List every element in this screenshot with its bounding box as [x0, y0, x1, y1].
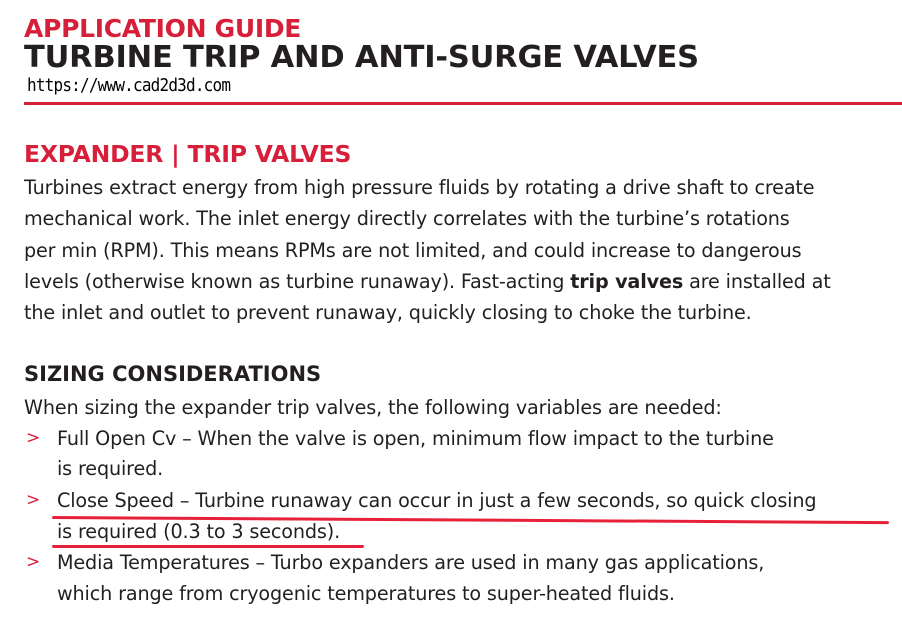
watermark-url: https://www.cad2d3d.com: [27, 74, 231, 96]
page-title: TURBINE TRIP AND ANTI-SURGE VALVES: [24, 40, 699, 75]
paragraph-line: [24, 270, 831, 293]
bullet-line: is required (0.3 to 3 seconds).: [57, 520, 341, 543]
highlight-underline: [52, 545, 364, 548]
paragraph-line: the inlet and outlet to prevent runaway, quickly closing to choke the turbine.: [24, 301, 752, 324]
paragraph-line: mechanical work. The inlet energy directly correlates with the turbine’s rotations: [24, 207, 790, 230]
bullet-line: Close Speed – Turbine runaway can occur in just a few seconds, so quick closing: [57, 489, 817, 512]
bullet-line: Full Open Cv – When the valve is open, minimum flow impact to the turbine: [57, 427, 774, 450]
bullet-line: Media Temperatures – Turbo expanders are used in many gas applications,: [57, 551, 765, 574]
sizing-intro: When sizing the expander trip valves, the following variables are needed:: [24, 396, 722, 419]
guide-label: APPLICATION GUIDE: [24, 14, 302, 43]
bullet-line: is required.: [57, 457, 164, 480]
bold-term-trip-valves: trip valves: [570, 270, 684, 293]
sizing-heading: SIZING CONSIDERATIONS: [24, 362, 322, 386]
paragraph-text: levels (otherwise known as turbine runaway). Fast-acting: [24, 270, 571, 293]
bullet-marker: >: [26, 552, 41, 572]
bullet-line: which range from cryogenic temperatures to super-heated fluids.: [57, 582, 675, 605]
header-rule: [24, 102, 902, 105]
bullet-marker: >: [26, 490, 41, 510]
paragraph-text: are installed at: [683, 270, 831, 293]
paragraph-line: per min (RPM). This means RPMs are not limited, and could increase to dangerous: [24, 239, 802, 262]
section-heading: EXPANDER | TRIP VALVES: [24, 140, 352, 168]
bullet-marker: >: [26, 428, 41, 448]
paragraph-line: Turbines extract energy from high pressure fluids by rotating a drive shaft to create: [24, 176, 815, 199]
